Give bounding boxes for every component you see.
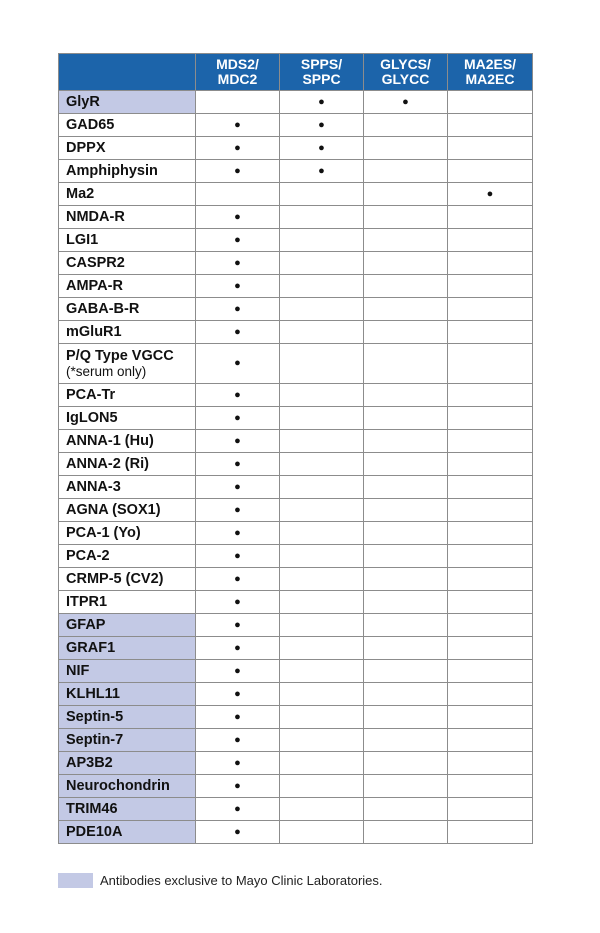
antibody-name: Septin-5	[66, 709, 124, 725]
antibody-name-cell	[59, 568, 196, 591]
table-row	[59, 321, 533, 344]
included-dot-icon: ●	[196, 821, 280, 844]
empty-cell	[364, 683, 448, 706]
antibody-name-cell	[59, 752, 196, 775]
empty-cell	[448, 321, 533, 344]
included-dot-icon: ●	[196, 252, 280, 275]
empty-cell	[448, 344, 533, 384]
antibody-name-cell	[59, 344, 196, 384]
table-row	[59, 114, 533, 137]
empty-cell	[364, 660, 448, 683]
column-header: GLYCS/ GLYCC	[364, 54, 448, 91]
included-dot-icon: ●	[196, 229, 280, 252]
table-row	[59, 476, 533, 499]
antibody-name-cell	[59, 91, 196, 114]
empty-cell	[448, 614, 533, 637]
table-row	[59, 453, 533, 476]
antibody-name-cell	[59, 160, 196, 183]
empty-cell	[448, 430, 533, 453]
antibody-name: AP3B2	[66, 755, 113, 771]
antibody-name: DPPX	[66, 140, 106, 156]
empty-cell	[280, 614, 364, 637]
included-dot-icon: ●	[280, 91, 364, 114]
antibody-name: NIF	[66, 663, 90, 679]
empty-cell	[280, 729, 364, 752]
empty-cell	[448, 275, 533, 298]
included-dot-icon: ●	[196, 344, 280, 384]
empty-cell	[364, 453, 448, 476]
empty-cell	[280, 407, 364, 430]
antibody-name: ANNA-3	[66, 479, 121, 495]
antibody-name-cell	[59, 499, 196, 522]
empty-cell	[280, 821, 364, 844]
included-dot-icon: ●	[196, 614, 280, 637]
empty-cell	[364, 160, 448, 183]
included-dot-icon: ●	[196, 499, 280, 522]
table-row	[59, 729, 533, 752]
empty-cell	[364, 476, 448, 499]
empty-cell	[448, 298, 533, 321]
table-row	[59, 775, 533, 798]
empty-cell	[448, 137, 533, 160]
empty-cell	[280, 384, 364, 407]
empty-cell	[364, 821, 448, 844]
empty-cell	[280, 522, 364, 545]
empty-cell	[364, 229, 448, 252]
empty-cell	[448, 683, 533, 706]
included-dot-icon: ●	[196, 114, 280, 137]
empty-cell	[280, 591, 364, 614]
included-dot-icon: ●	[364, 91, 448, 114]
included-dot-icon: ●	[196, 298, 280, 321]
included-dot-icon: ●	[280, 137, 364, 160]
empty-cell	[364, 384, 448, 407]
included-dot-icon: ●	[196, 206, 280, 229]
empty-cell	[364, 798, 448, 821]
empty-cell	[280, 660, 364, 683]
antibody-name: ANNA-1 (Hu)	[66, 433, 154, 449]
antibody-name: ANNA-2 (Ri)	[66, 456, 149, 472]
antibody-name-cell	[59, 522, 196, 545]
antibody-name-cell	[59, 183, 196, 206]
empty-cell	[196, 91, 280, 114]
empty-cell	[364, 321, 448, 344]
included-dot-icon: ●	[196, 321, 280, 344]
empty-cell	[448, 499, 533, 522]
empty-cell	[280, 476, 364, 499]
empty-cell	[196, 183, 280, 206]
column-header: MDS2/ MDC2	[196, 54, 280, 91]
antibody-name: KLHL11	[66, 686, 120, 702]
empty-cell	[448, 453, 533, 476]
empty-cell	[448, 545, 533, 568]
antibody-name-cell	[59, 430, 196, 453]
included-dot-icon: ●	[196, 430, 280, 453]
empty-cell	[280, 298, 364, 321]
empty-cell	[280, 252, 364, 275]
empty-cell	[280, 453, 364, 476]
table-row	[59, 206, 533, 229]
antibody-name: P/Q Type VGCC	[66, 348, 174, 364]
antibody-name-cell	[59, 407, 196, 430]
antibody-name-cell	[59, 706, 196, 729]
empty-cell	[280, 798, 364, 821]
empty-cell	[364, 775, 448, 798]
included-dot-icon: ●	[196, 407, 280, 430]
empty-cell	[364, 137, 448, 160]
included-dot-icon: ●	[196, 683, 280, 706]
antibody-name-cell	[59, 453, 196, 476]
antibody-name-cell	[59, 729, 196, 752]
antibody-name: GlyR	[66, 94, 100, 110]
table-row	[59, 752, 533, 775]
included-dot-icon: ●	[196, 591, 280, 614]
empty-cell	[448, 798, 533, 821]
antibody-name: PDE10A	[66, 824, 123, 840]
empty-cell	[448, 114, 533, 137]
included-dot-icon: ●	[196, 637, 280, 660]
antibody-name: ITPR1	[66, 594, 108, 610]
empty-cell	[364, 252, 448, 275]
antibody-name-cell	[59, 137, 196, 160]
antibody-name: Neurochondrin	[66, 778, 170, 794]
antibody-name: CRMP-5 (CV2)	[66, 571, 164, 587]
included-dot-icon: ●	[196, 137, 280, 160]
table-body	[59, 91, 533, 844]
empty-cell	[448, 706, 533, 729]
empty-cell	[280, 321, 364, 344]
antibody-name: GFAP	[66, 617, 106, 633]
empty-cell	[448, 252, 533, 275]
table-row	[59, 614, 533, 637]
empty-cell	[364, 614, 448, 637]
empty-cell	[448, 206, 533, 229]
included-dot-icon: ●	[196, 798, 280, 821]
included-dot-icon: ●	[196, 384, 280, 407]
included-dot-icon: ●	[196, 275, 280, 298]
antibody-name: NMDA-R	[66, 209, 125, 225]
antibody-note: (*serum only)	[66, 364, 147, 379]
empty-cell	[448, 591, 533, 614]
included-dot-icon: ●	[280, 160, 364, 183]
empty-cell	[280, 775, 364, 798]
antibody-name-cell	[59, 114, 196, 137]
antibody-name-cell	[59, 321, 196, 344]
column-header: SPPS/ SPPC	[280, 54, 364, 91]
table-row	[59, 183, 533, 206]
empty-cell	[364, 545, 448, 568]
antibody-name: mGluR1	[66, 324, 122, 340]
empty-cell	[280, 499, 364, 522]
empty-cell	[364, 706, 448, 729]
table-row	[59, 522, 533, 545]
antibody-name-cell	[59, 683, 196, 706]
empty-cell	[448, 637, 533, 660]
antibody-name-cell	[59, 206, 196, 229]
empty-cell	[448, 660, 533, 683]
empty-cell	[280, 183, 364, 206]
table-row	[59, 137, 533, 160]
table-row	[59, 706, 533, 729]
table-row	[59, 298, 533, 321]
antibody-name-cell	[59, 545, 196, 568]
antibody-name-cell	[59, 275, 196, 298]
table-row	[59, 430, 533, 453]
table-row	[59, 637, 533, 660]
included-dot-icon: ●	[196, 453, 280, 476]
empty-cell	[364, 729, 448, 752]
empty-cell	[448, 568, 533, 591]
included-dot-icon: ●	[196, 729, 280, 752]
antibody-name: GRAF1	[66, 640, 116, 656]
empty-cell	[280, 275, 364, 298]
legend-text: Antibodies exclusive to Mayo Clinic Laboratories.	[100, 873, 383, 888]
empty-cell	[364, 522, 448, 545]
column-header: MA2ES/ MA2EC	[448, 54, 533, 91]
table-row	[59, 499, 533, 522]
included-dot-icon: ●	[196, 775, 280, 798]
antibody-name-cell	[59, 298, 196, 321]
antibody-name: PCA-1 (Yo)	[66, 525, 141, 541]
empty-cell	[448, 476, 533, 499]
included-dot-icon: ●	[196, 476, 280, 499]
empty-cell	[448, 522, 533, 545]
table-row	[59, 568, 533, 591]
empty-cell	[280, 637, 364, 660]
empty-cell	[364, 637, 448, 660]
antibody-name: GABA-B-R	[66, 301, 140, 317]
empty-cell	[280, 545, 364, 568]
table-row	[59, 384, 533, 407]
antibody-name-cell	[59, 384, 196, 407]
table-row	[59, 821, 533, 844]
included-dot-icon: ●	[196, 160, 280, 183]
antibody-name: PCA-2	[66, 548, 110, 564]
included-dot-icon: ●	[196, 752, 280, 775]
empty-cell	[448, 752, 533, 775]
empty-cell	[280, 206, 364, 229]
antibody-name-cell	[59, 637, 196, 660]
empty-cell	[364, 206, 448, 229]
table-row	[59, 91, 533, 114]
empty-cell	[448, 821, 533, 844]
empty-cell	[364, 298, 448, 321]
empty-cell	[364, 430, 448, 453]
empty-cell	[364, 275, 448, 298]
antibody-name: Ma2	[66, 186, 95, 202]
antibody-name: LGI1	[66, 232, 99, 248]
empty-cell	[280, 706, 364, 729]
table-row	[59, 160, 533, 183]
antibody-name: CASPR2	[66, 255, 125, 271]
included-dot-icon: ●	[280, 114, 364, 137]
table-row	[59, 798, 533, 821]
antibody-name-cell	[59, 660, 196, 683]
antibody-name: IgLON5	[66, 410, 118, 426]
empty-cell	[448, 384, 533, 407]
table-row	[59, 545, 533, 568]
empty-cell	[448, 407, 533, 430]
antibody-name-cell	[59, 798, 196, 821]
empty-cell	[280, 568, 364, 591]
included-dot-icon: ●	[196, 545, 280, 568]
antibody-name-cell	[59, 229, 196, 252]
empty-cell	[364, 568, 448, 591]
legend	[58, 873, 383, 888]
antibody-name: AMPA-R	[66, 278, 123, 294]
empty-cell	[448, 729, 533, 752]
table-row	[59, 252, 533, 275]
empty-cell	[448, 775, 533, 798]
antibody-name-cell	[59, 614, 196, 637]
empty-cell	[448, 91, 533, 114]
empty-cell	[448, 229, 533, 252]
table-row	[59, 229, 533, 252]
included-dot-icon: ●	[196, 522, 280, 545]
empty-cell	[364, 591, 448, 614]
antibody-name: Amphiphysin	[66, 163, 158, 179]
empty-cell	[448, 160, 533, 183]
header-row	[59, 54, 533, 91]
table-row	[59, 407, 533, 430]
empty-cell	[280, 229, 364, 252]
empty-cell	[364, 114, 448, 137]
empty-cell	[364, 407, 448, 430]
empty-cell	[364, 499, 448, 522]
antibody-name: Septin-7	[66, 732, 124, 748]
empty-cell	[280, 752, 364, 775]
table-row	[59, 591, 533, 614]
antibody-name: GAD65	[66, 117, 115, 133]
empty-cell	[364, 183, 448, 206]
table-row	[59, 660, 533, 683]
antibody-name-cell	[59, 591, 196, 614]
table-row	[59, 683, 533, 706]
included-dot-icon: ●	[448, 183, 533, 206]
empty-cell	[280, 430, 364, 453]
table-row	[59, 344, 533, 384]
empty-cell	[280, 683, 364, 706]
legend-swatch	[58, 873, 93, 888]
included-dot-icon: ●	[196, 706, 280, 729]
antibody-name: AGNA (SOX1)	[66, 502, 161, 518]
antibody-name-cell	[59, 775, 196, 798]
header-corner	[59, 54, 196, 91]
empty-cell	[364, 752, 448, 775]
antibody-name: TRIM46	[66, 801, 118, 817]
antibody-name-cell	[59, 252, 196, 275]
empty-cell	[280, 344, 364, 384]
empty-cell	[364, 344, 448, 384]
antibody-name-cell	[59, 821, 196, 844]
antibody-name-cell	[59, 476, 196, 499]
included-dot-icon: ●	[196, 568, 280, 591]
table-row	[59, 275, 533, 298]
antibody-panel-table	[58, 53, 533, 844]
antibody-name: PCA-Tr	[66, 387, 116, 403]
included-dot-icon: ●	[196, 660, 280, 683]
